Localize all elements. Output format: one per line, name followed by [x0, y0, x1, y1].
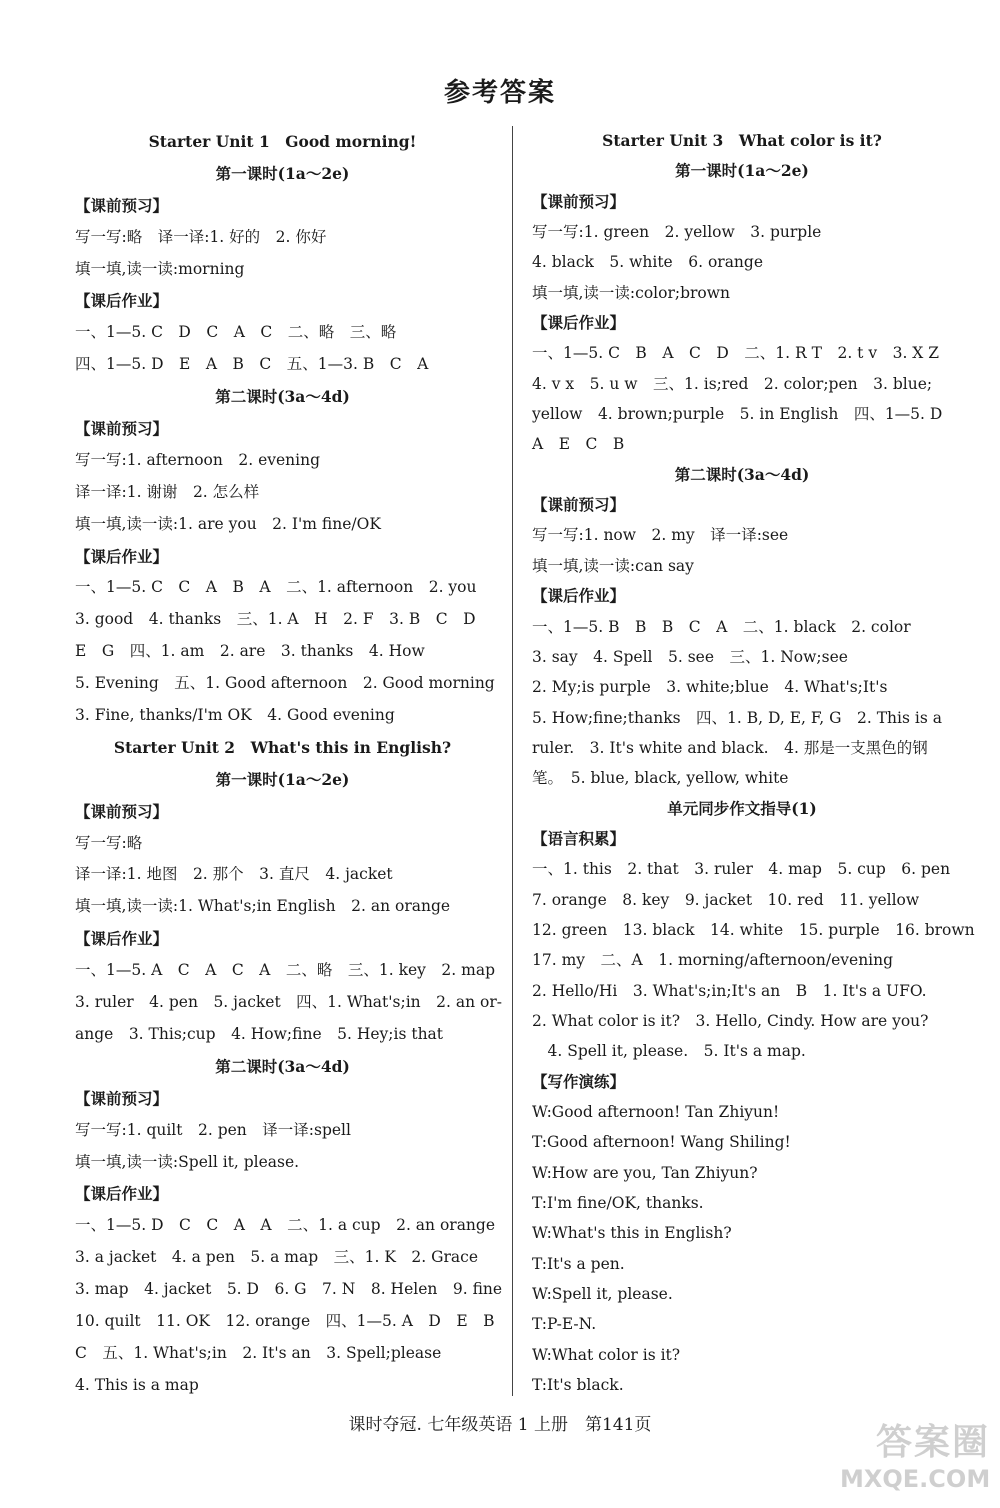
answer-line: 写一写:1. now 2. my 译一译:see [532, 526, 789, 545]
answer-line: W:How are you, Tan Zhiyun? [532, 1163, 758, 1182]
section-heading: Starter Unit 1 Good morning! [148, 132, 417, 151]
answer-line: 四、1—5. D E A B C 五、1—3. B C A [75, 355, 429, 374]
answer-line: 4. Spell it, please. 5. It's a map. [532, 1042, 806, 1061]
answer-line: 写一写:1. green 2. yellow 3. purple [532, 223, 822, 242]
watermark-logo [840, 1414, 990, 1494]
section-heading: 第二课时(3a～4d) [674, 464, 810, 484]
answer-line: 填一填,读一读:1. What's;in English 2. an orange [75, 897, 451, 916]
answer-line: 2. Hello/Hi 3. What's;in;It's an B 1. It's a UFO. [532, 981, 927, 1000]
section-heading: 第二课时(3a～4d) [215, 1056, 350, 1076]
answer-line: 3. map 4. jacket 5. D 6. G 7. N 8. Helen 9. fine [75, 1280, 503, 1299]
answer-line: T:I'm fine/OK, thanks. [532, 1194, 704, 1213]
answer-line: 2. What color is it? 3. Hello, Cindy. How are you? [532, 1011, 929, 1030]
answer-line: 填一填,读一读:color;brown [532, 283, 730, 302]
answer-line: T:Good afternoon! Wang Shiling! [532, 1133, 791, 1152]
answer-line: W:What's this in English? [532, 1224, 732, 1243]
answer-line: 填一填,读一读:Spell it, please. [75, 1152, 300, 1171]
answer-line: 一、1—5. C B A C D 二、1. R T 2. t v 3. X Z [532, 344, 940, 363]
answer-line: 4. This is a map [75, 1375, 199, 1394]
answer-line: 17. my 二、A 1. morning/afternoon/evening [532, 951, 894, 970]
answer-line: W:Good afternoon! Tan Zhiyun! [532, 1103, 780, 1121]
answer-line: 10. quilt 11. OK 12. orange 四、1—5. A D E B [75, 1311, 495, 1330]
answer-line: yellow 4. brown;purple 5. in English 四、1—5. D [532, 405, 943, 424]
answer-line: 7. orange 8. key 9. jacket 10. red 11. yellow [532, 890, 920, 909]
subsection-label: 【课前预习】 [532, 191, 626, 211]
answer-line: 一、1—5. C C A B A 二、1. afternoon 2. you [75, 578, 477, 597]
section-heading: Starter Unit 2 What's this in English? [113, 737, 452, 757]
answer-line: W:Spell it, please. [532, 1285, 673, 1304]
answer-line: W:What color is it? [532, 1345, 681, 1364]
subsection-label: 【课后作业】 [75, 929, 169, 949]
section-heading: 第一课时(1a～2e) [215, 163, 350, 183]
answer-line: ruler. 3. It's white and black. 4. 那是一支黑色的钢 [532, 738, 928, 757]
subsection-label: 【课后作业】 [75, 291, 169, 311]
subsection-label: 【课后作业】 [532, 586, 626, 606]
answer-line: 3. a jacket 4. a pen 5. a map 三、1. K 2. Grace [75, 1248, 479, 1267]
section-heading: 单元同步作文指导(1) [667, 798, 817, 818]
answer-line: 填一填,读一读:1. are you 2. I'm fine/OK [75, 514, 381, 533]
answer-line: ange 3. This;cup 4. How;fine 5. Hey;is that [75, 1024, 444, 1043]
answer-line: A E C B [532, 435, 625, 454]
answer-line: 填一填,读一读:morning [75, 259, 245, 278]
subsection-label: 【课前预习】 [75, 419, 169, 439]
subsection-label: 【课后作业】 [75, 546, 169, 566]
answer-line: 一、1—5. A C A C A 二、略 三、1. key 2. map [75, 961, 495, 980]
answer-line: C 五、1. What's;in 2. It's an 3. Spell;please [75, 1343, 442, 1362]
section-heading: 第二课时(3a～4d) [215, 387, 350, 407]
section-heading: Starter Unit 3 What color is it? [602, 131, 882, 150]
section-heading: 第一课时(1a～2e) [675, 161, 809, 181]
answer-line: 3. good 4. thanks 三、1. A H 2. F 3. B C D [75, 610, 476, 629]
page-title: 参考答案 [443, 78, 556, 108]
subsection-label: 【语言积累】 [532, 828, 626, 848]
subsection-label: 【课前预习】 [75, 195, 169, 215]
column-divider [512, 126, 513, 1396]
answer-line: 2. My;is purple 3. white;blue 4. What's;It's [532, 678, 888, 697]
answer-line: 写一写:1. afternoon 2. evening [75, 450, 321, 469]
answer-line: 写一写:略 [75, 833, 143, 852]
subsection-label: 【课前预习】 [75, 1088, 169, 1108]
answer-line: T:It's black. [532, 1376, 624, 1395]
answer-line: 一、1. this 2. that 3. ruler 4. map 5. cup 6. pen [532, 860, 951, 879]
answer-line: T:P-E-N. [532, 1315, 597, 1334]
answer-line: 3. say 4. Spell 5. see 三、1. Now;see [532, 647, 848, 666]
answer-line: 译一译:1. 谢谢 2. 怎么样 [75, 482, 260, 501]
section-heading: 第一课时(1a～2e) [215, 769, 350, 789]
subsection-label: 【课前预习】 [75, 801, 169, 821]
answer-line: 译一译:1. 地图 2. 那个 3. 直尺 4. jacket [75, 865, 393, 884]
answer-line: E G 四、1. am 2. are 3. thanks 4. How [75, 642, 425, 661]
subsection-label: 【课后作业】 [75, 1184, 169, 1204]
answer-line: 3. Fine, thanks/I'm OK 4. Good evening [75, 706, 395, 725]
answer-line: 5. How;fine;thanks 四、1. B, D, E, F, G 2. This is a [532, 708, 942, 727]
answer-line: 3. ruler 4. pen 5. jacket 四、1. What's;in 2. an or- [75, 993, 502, 1012]
subsection-label: 【课前预习】 [532, 495, 626, 515]
right-column [532, 126, 975, 1400]
subsection-label: 【写作演练】 [532, 1071, 626, 1091]
answer-line: 一、1—5. C D C A C 二、略 三、略 [75, 323, 397, 342]
subsection-label: 【课后作业】 [532, 313, 626, 333]
answer-line: 一、1—5. B B B C A 二、1. black 2. color [532, 617, 911, 636]
answer-line: 写一写:1. quilt 2. pen 译一译:spell [75, 1120, 351, 1139]
left-column [75, 126, 503, 1402]
watermark-bottom-text: MXQE.COM [840, 1465, 991, 1493]
answer-line: 12. green 13. black 14. white 15. purple 16. brown [532, 920, 975, 939]
watermark-top-text: 答案圈 [875, 1421, 990, 1463]
answer-line: 4. v x 5. u w 三、1. is;red 2. color;pen 3. blue; [532, 374, 933, 393]
answer-line: 笔。 5. blue, black, yellow, white [532, 769, 789, 788]
page-footer: 课时夺冠. 七年级英语 1 上册 第141页 [348, 1415, 652, 1435]
answer-line: 填一填,读一读:can say [532, 556, 694, 575]
answer-line: 写一写:略 译一译:1. 好的 2. 你好 [75, 227, 327, 246]
answer-line: T:It's a pen. [532, 1254, 625, 1273]
answer-line: 一、1—5. D C C A A 二、1. a cup 2. an orange [75, 1216, 496, 1235]
answer-line: 5. Evening 五、1. Good afternoon 2. Good morning [75, 674, 495, 693]
answer-line: 4. black 5. white 6. orange [532, 253, 764, 272]
